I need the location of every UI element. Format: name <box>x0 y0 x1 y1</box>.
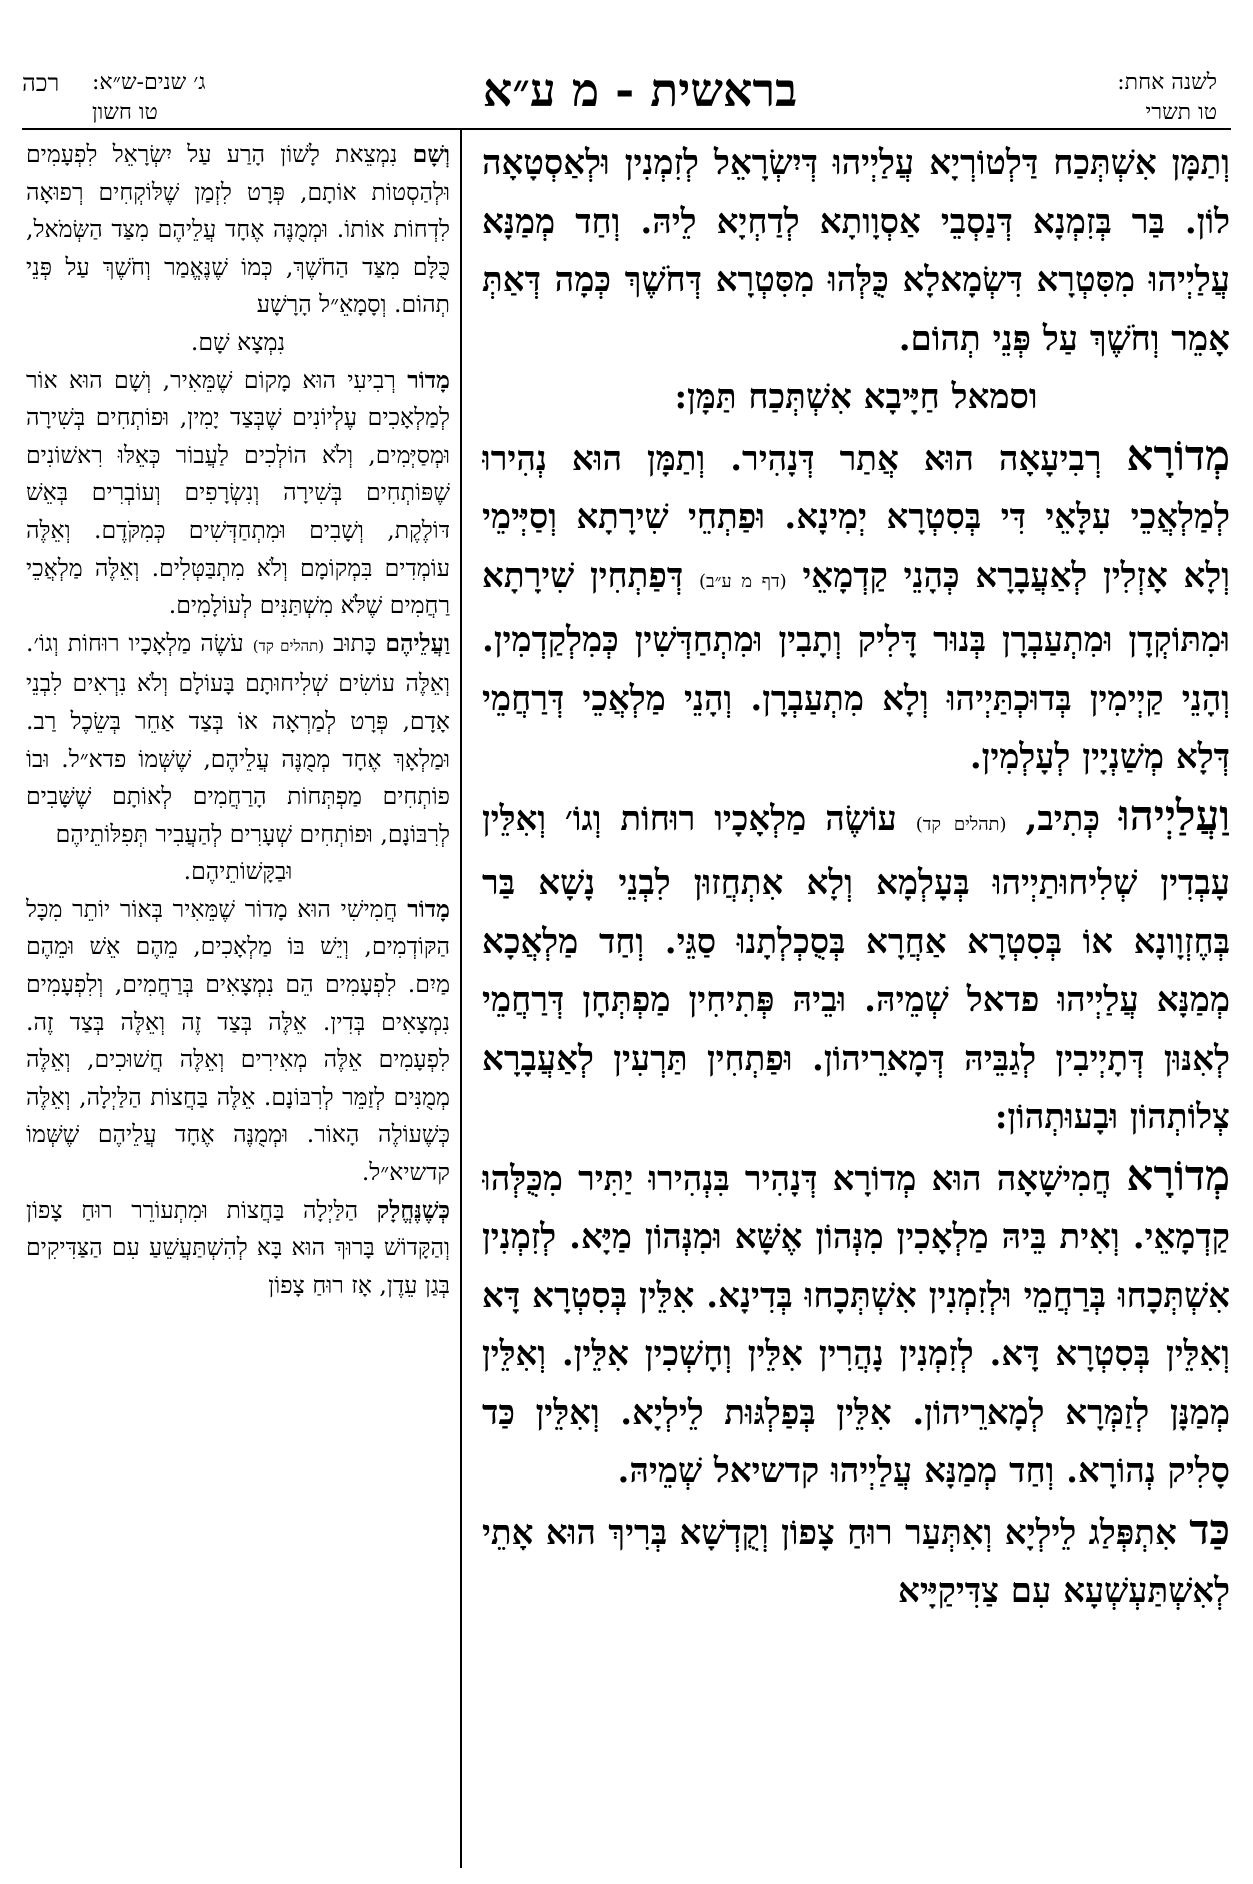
side-text-1: נִמְצֵאת לָשׁוֹן הָרַע עַל יִשְׂרָאֵל לִפְעָמִים וּלְהַסְטוֹת אוֹתָם, פְּרָט לִזְמַן שֶׁלּוֹקְחִים רְפוּאָה לִדְחוֹת אוֹתוֹ. וּמְמֻנֶּה אֶחָד עֲלֵיהֶם מִצַּד הַשְּׂמֹאל, כֻּלָּם מִצַּד הַחֹשֶׁךְ, כְּמוֹ שֶׁנֶּאֱמַר וְחֹשֶׁךְ עַל פְּנֵי תְהוֹם. וְסָמָאֵ״ל הָרָשָׁע <box>26 140 450 319</box>
main-paragraph-2 <box>482 427 1230 787</box>
side-text-3b: עֹשֶׂה מַלְאָכָיו רוּחוֹת וְגוֹ׳. וְאֵלֶּה עוֹשִׂים שְׁלִיחוּתָם בָּעוֹלָם וְלֹא נִרְאִים לִבְנֵי אָדָם, פְּרָט לְמַרְאָה אוֹ בְּצַד אַחֵר בְּשֵׂכֶל רַב. וּמַלְאָךְ אֶחָד מְמֻנֶּה עֲלֵיהֶם, שֶׁשְּׁמוֹ פדא״ל. וּבוֹ פוֹתְחִים מַפְתְּחוֹת הָרַחֲמִים לְאוֹתָם שֶׁשָּׁבִים לְרִבּוֹנָם, וּפוֹתְחִים שְׁעָרִים לְהַעֲבִיר תְּפִלּוֹתֵיהֶם <box>26 628 450 848</box>
side-paragraph-1 <box>26 136 450 324</box>
side-lead-word-4: מָדוֹר <box>407 894 450 923</box>
main-lead-word-3: וַעֲלַיְיהוּ <box>1118 790 1230 840</box>
side-text-2: רְבִיעִי הוּא מָקוֹם שֶׁמֵּאִיר, וְשָׁם הוּא אוֹר לְמַלְאָכִים עֶלְיוֹנִים שֶׁבְּצַד יָמִין, וּפוֹתְחִים בְּשִׁירָה וּמְסַיְּמִים, וְלֹא הוֹלְכִים לַעֲבוֹר כְּאֵלּוּ רִאשׁוֹנִים שֶׁפּוֹתְחִים בְּשִׁירָה וְנִשְׂרָפִים וְעוֹבְרִים בְּאֵשׁ דּוֹלֶקֶת, וְשָׁבִים וּמִתְחַדְּשִׁים כְּמִקֹּדֶם. וְאֵלֶּה עוֹמְדִים בִּמְקוֹמָם וְלֹא מִתְבַּטְּלִים. וְאֵלֶּה מַלְאֲכֵי רַחֲמִים שֶׁלֹּא מִשְׁתַּנִּים לְעוֹלָמִים. <box>26 365 450 620</box>
main-paragraph-1 <box>482 134 1230 368</box>
main-text-5: אִתְפְּלַג לֵילְיָא וְאִתְּעַר רוּחַ צָפוֹן וְקֻדְשָׁא בְּרִיךְ הוּא אָתֵי לְאִשְׁתַּעְשְׁעָא עִם צַדִּיקַיָּיא <box>482 1512 1230 1611</box>
main-paragraph-3 <box>482 787 1230 1147</box>
side-lead-word-3: וַעֲלֵיהֶם <box>385 628 450 657</box>
side-text-4: חֲמִישִׁי הוּא מָדוֹר שֶׁמֵּאִיר בְּאוֹר יוֹתֵר מִכָּל הַקּוֹדְמִים, וְיֵשׁ בּוֹ מַלְאָכִים, מֵהֶם אֵשׁ וּמֵהֶם מַיִם. לִפְעָמִים הֵם נִמְצָאִים בְּרַחֲמִים, וְלִפְעָמִים נִמְצָאִים בְּדִין. אֵלֶּה בְּצַד זֶה וְאֵלֶּה בְּצַד זֶה. לִפְעָמִים אֵלֶּה מְאִירִים וְאֵלֶּה חֲשׁוּכִים, וְאֵלֶּה מְמֻנִּים לְזַמֵּר לְרִבּוֹנָם. אֵלֶּה בַּחֲצוֹת הַלַּיְלָה, וְאֵלֶּה כְּשֶׁעוֹלֶה הָאוֹר. וּמְמֻנֶּה אֶחָד עֲלֵיהֶם שֶׁשְּׁמוֹ קדשיא״ל. <box>26 894 450 1187</box>
main-text-4: חֲמִישָׁאָה הוּא מְדוֹרָא דְּנָהִיר בִּנְהִירוּ יַתִּיר מִכֻּלְּהוּ קַדְמָאֵי. וְאִית בֵּיהּ מַלְאָכִין מִנְּהוֹן אֶשָּׁא וּמִנְּהוֹן מַיָּא. לְזִמְנִין אִשְׁתְּכָחוּ בְּרַחֲמֵי וּלְזִמְנִין אִשְׁתְּכָחוּ בְּדִינָא. אִלֵּין בְּסִטְרָא דָּא וְאִלֵּין בְּסִטְרָא דָּא. לְזִמְנִין נָהֲרִין אִלֵּין וְחָשְׁכִין אִלֵּין. וְאִלֵּין מְמַנָּן לְזַמְּרָא לְמָארֵיהוֹן. אִלֵּין בְּפַלְגּוּת לֵילְיָא. וְאִלֵּין כַּד סָלִיק נְהוֹרָא. וְחַד מְמַנָּא עֲלַיְיהוּ קדשיאל שְׁמֵיהּ. <box>482 1158 1230 1491</box>
side-paragraph-3 <box>26 625 450 854</box>
main-column <box>482 134 1230 1874</box>
header-left-line1: ג׳ שנים-ש״א: <box>92 70 206 95</box>
page-reference: (דף מ ע״ב) <box>699 570 787 592</box>
side-paragraph-1-end: נִמְצָא שָׁם. <box>190 327 286 356</box>
main-lead-word-4: מְדוֹרָא <box>1126 1150 1230 1200</box>
header-left-line2: טו חשון <box>92 100 158 125</box>
column-divider <box>460 128 462 1868</box>
side-paragraph-3-end: וּבַקָּשׁוֹתֵיהֶם. <box>183 857 293 886</box>
side-text-3a: כָּתוּב <box>333 628 377 657</box>
side-paragraph-5 <box>26 1192 450 1305</box>
page-title: בראשית - מ ע״א <box>482 63 798 117</box>
main-lead-word-5: כַּד <box>1189 1504 1230 1554</box>
main-text-2b: דְּפַתְחִין שִׁירָתָא וּמִתּוֹקְדָן וּמִתְעַבְרָן בְּנוּר דָּלִיק וְתָבִין וּמִתְחַדְּשִׁין כְּמִלְקַדְמִין. וְהָנֵי קַיְימִין בְּדוּכְתַּיְיהוּ וְלָא מִתְעַבְרָן. וְהָנֵי מַלְאֲכֵי דְּרַחֲמֵי דְּלָא מְשַׁנְיָין לְעָלְמִין. <box>482 555 1230 777</box>
page-number: רכה <box>22 69 60 97</box>
side-verse-reference: (תהלים קד) <box>252 636 325 655</box>
main-paragraph-1-end: וסמאל חַיָּיבָא אִשְׁתְּכַח תַּמָּן: <box>674 377 1038 417</box>
main-text-1: וְתַמָּן אִשְׁתְּכַח דַּלְטוֹרְיָא עֲלַיְיהוּ דְּיִשְׂרָאֵל לְזִמְנִין וּלְאַסְטָאָה לוֹן. בַּר בְּזִמְנָא דְּנַסְבֵי אַסְוָותָא לְדַחְיָא לֵיהּ. וְחַד מְמַנָּא עֲלַיְיהוּ מִסִּטְרָא דִּשְׂמָאלָא כֻּלְּהוּ מִסִּטְרָא דְּחֹשֶׁךְ כְּמָה דְּאַתְּ אָמֵר וְחֹשֶׁךְ עַל פְּנֵי תְהוֹם. <box>482 143 1230 359</box>
verse-reference: (תהלים קד) <box>915 813 1007 835</box>
side-lead-word-2: מָדוֹר <box>407 365 450 394</box>
main-text-2a: רְבִיעָאָה הוּא אֲתַר דְּנָהִיר. וְתַמָּן הוּא נְהִירוּ לְמַלְאֲכֵי עִלָּאֵי דִּי בְּסִטְרָא יְמִינָא. וּפַתְחֵי שִׁירָתָא וְסַיְּימֵי וְלָא אָזְלִין לְאַעֲבָרָא כְּהָנֵי קַדְמָאֵי <box>482 438 1230 596</box>
header-right-line1: לשנה אחת: <box>1117 70 1217 95</box>
header-left <box>22 68 282 128</box>
header-right-line2: טו תשרי <box>1145 100 1217 125</box>
side-text-5: הַלַּיְלָה בַּחֲצוֹת וּמִתְעוֹרֵר רוּחַ צָפוֹן וְהַקָּדוֹשׁ בָּרוּךְ הוּא בָּא לְהִשְׁתַּעֲשֵׁעַ עִם הַצַּדִּיקִים בְּגַן עֵדֶן, אָז רוּחַ צָפוֹן <box>26 1195 450 1299</box>
side-lead-word-1: וְשָׁם <box>412 140 450 168</box>
main-lead-word-2: מְדוֹרָא <box>1126 430 1230 480</box>
main-paragraph-5 <box>482 1501 1230 1621</box>
main-text-3b: עוֹשֶׂה מַלְאָכָיו רוּחוֹת וְגוֹ׳ וְאִלֵּין עָבְדִין שְׁלִיחוּתַיְיהוּ בְּעָלְמָא וְלָא אִתְחֲזוּן לִבְנֵי נָשָׁא בַּר בְּחֶזְוָונָא אוֹ בְּסִטְרָא אַחֲרָא בְּסֻכְלְתָנוּ סַגֵּי. וְחַד מַלְאֲכָא מְמַנָּא עֲלַיְיהוּ פדאל שְׁמֵיהּ. וּבֵיהּ פְּתִיחִין מַפְתְּחָן דְּרַחֲמֵי לְאִנּוּן דְּתָיְיבִין לְגַבֵּיהּ דְּמָארֵיהוֹן. וּפַתְחִין תַּרְעִין לְאַעֲבָרָא צְלוֹתְהוֹן וּבָעוּתְהוֹן: <box>482 798 1230 1137</box>
header-rule <box>22 128 1231 130</box>
main-paragraph-4 <box>482 1147 1230 1501</box>
translation-column <box>26 136 450 1876</box>
side-paragraph-2 <box>26 362 450 625</box>
side-lead-word-5: כְּשֶׁנֶּחֱלָק <box>376 1195 450 1224</box>
side-paragraph-4 <box>26 891 450 1192</box>
main-text-3a: כְּתִיב, <box>1025 798 1100 839</box>
header-right <box>977 68 1217 128</box>
